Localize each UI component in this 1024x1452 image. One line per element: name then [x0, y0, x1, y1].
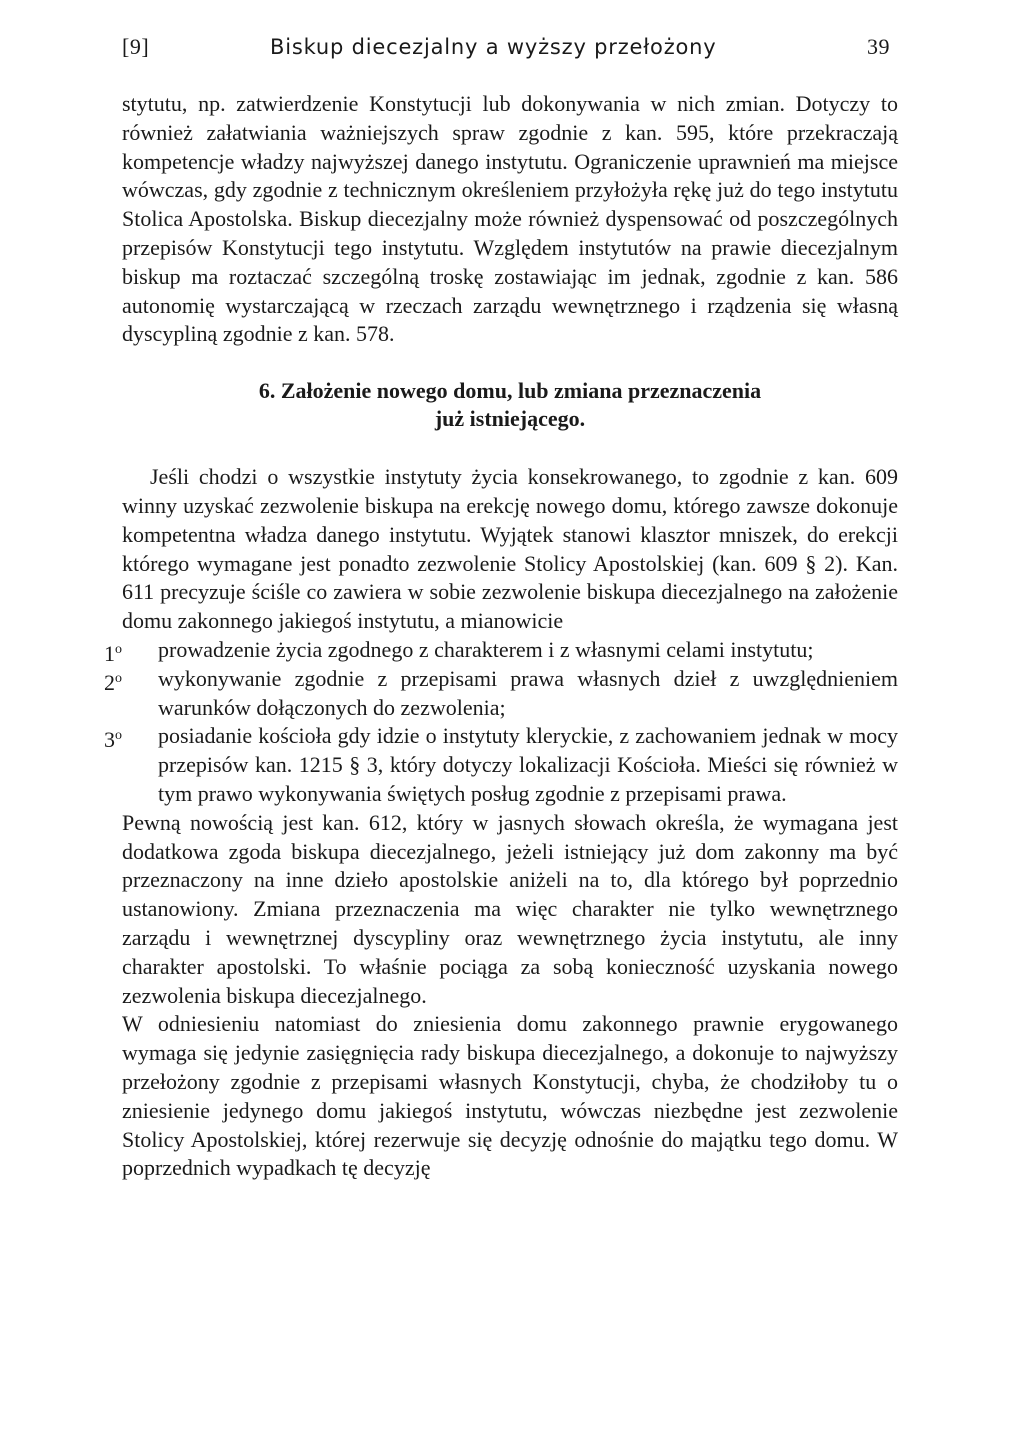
list-item-text: posiadanie kościoła gdy idzie o instytuty kleryckie, z zachowaniem jednak w mocy przepisów kan. 1215 § 3, który dotyczy lokalizacji Kościoła. Mieści się również w tym prawo wykonywania świętych posług zgodnie z przepisami prawa. [158, 723, 898, 806]
list-item [104, 636, 898, 666]
paragraph-continued: stytutu, np. zatwierdzenie Konstytucji lub dokonywania w nich zmian. Dotyczy to również załatwiania ważniejszych spraw zgodnie z kan. 595, które przekraczają kompetencje władzy najwyższej danego instytutu. Ograniczenie uprawnień ma miejsce wówczas, gdy zgodnie z technicznym określeniem przyłożyła rękę już do tego instytutu Stolica Apostolska. Biskup diecezjalny może również dyspensować od poszczególnych przepisów Konstytucji tego instytutu. Względem instytutów na prawie diecezjalnym biskup ma roztaczać szczególną troskę zostawiając im jednak, zgodnie z kan. 586 autonomię wystarczającą w rzeczach zarządu wewnętrznego i rządzenia się własną dyscypliną zgodnie z kan. 578. [122, 91, 898, 347]
list-item [104, 722, 898, 808]
list-marker: 1$^o$ [104, 640, 122, 666]
paragraph-permission-text: Jeśli chodzi o wszystkie instytuty życia konsekrowanego, to zgodnie z kan. 609 winny uzyskać zezwolenie biskupa na erekcję nowego domu, którego zawsze dokonuje kompetentna władza danego instytutu. Wyjątek stanowi klasztor mniszek, do erekcji którego wymagane jest ponadto zezwolenie Stolicy Apostolskiej (kan. 609 § 2). Kan. 611 precyzuje ściśle co zawiera w sobie zezwolenie biskupa diecezjalnego na założenie domu zakonnego jakiegoś instytutu, a mianowicie [122, 464, 898, 634]
list-item-text: prowadzenie życia zgodnego z charakterem i z własnymi celami instytutu; [158, 636, 814, 662]
paragraph-novelty-text: Pewną nowością jest kan. 612, który w jasnych słowach określa, że wymagana jest dodatkowa zgoda biskupa diecezjalnego, jeżeli istniejący już dom zakonny ma być przeznaczony na inne dzieło apostolskie aniżeli na to, dla którego był poprzednio ustanowiony. Zmiana przeznaczenia ma więc charakter nie tylko wewnętrznego zarządu i wewnętrznej dyscypliny oraz wewnętrznego życia instytutu, ale inny charakter apostolski. To właśnie pociąga za sobą konieczność uzyskania nowego zezwolenia biskupa diecezjalnego. [122, 809, 898, 1008]
enumerated-list [104, 636, 898, 809]
section-heading-line-2: już istniejącego. [434, 406, 586, 432]
paragraph-suppression [122, 1010, 898, 1183]
paragraph-suppression-text: W odniesieniu natomiast do zniesienia domu zakonnego prawnie erygowanego wymaga się jedynie zasięgnięcia rady biskupa diecezjalnego, a dokonuje to najwyższy przełożony zgodnie z przepisami własnych Konstytucji, chyba, że chodziłoby tu o zniesienie jedynego domu jakiegoś instytutu, wówczas niezbędne jest zezwolenie Stolicy Apostolskiej, której rezerwuje się decyzję odnośnie do majątku tego domu. W poprzednich wypadkach tę decyzję [122, 1011, 898, 1181]
paragraph-permission [122, 463, 898, 636]
list-marker: 2$^o$ [104, 669, 122, 695]
page-number: 39 [867, 34, 890, 59]
document-page [104, 30, 898, 1183]
section-marker: [9] [122, 34, 150, 59]
list-item [104, 665, 898, 723]
list-item-text: wykonywanie zgodnie z przepisami prawa własnych dzieł z uwzględnieniem warunków dołączonych do zezwolenia; [158, 665, 898, 720]
running-header [122, 30, 898, 66]
paragraph-novelty [122, 809, 898, 1011]
body-text [104, 90, 898, 1183]
running-title: Biskup diecezjalny a wyższy przełożony [270, 35, 717, 59]
list-marker: 3$^o$ [104, 727, 122, 753]
section-heading [122, 377, 898, 433]
section-heading-line-1: 6. Założenie nowego domu, lub zmiana przeznaczenia [258, 378, 762, 404]
